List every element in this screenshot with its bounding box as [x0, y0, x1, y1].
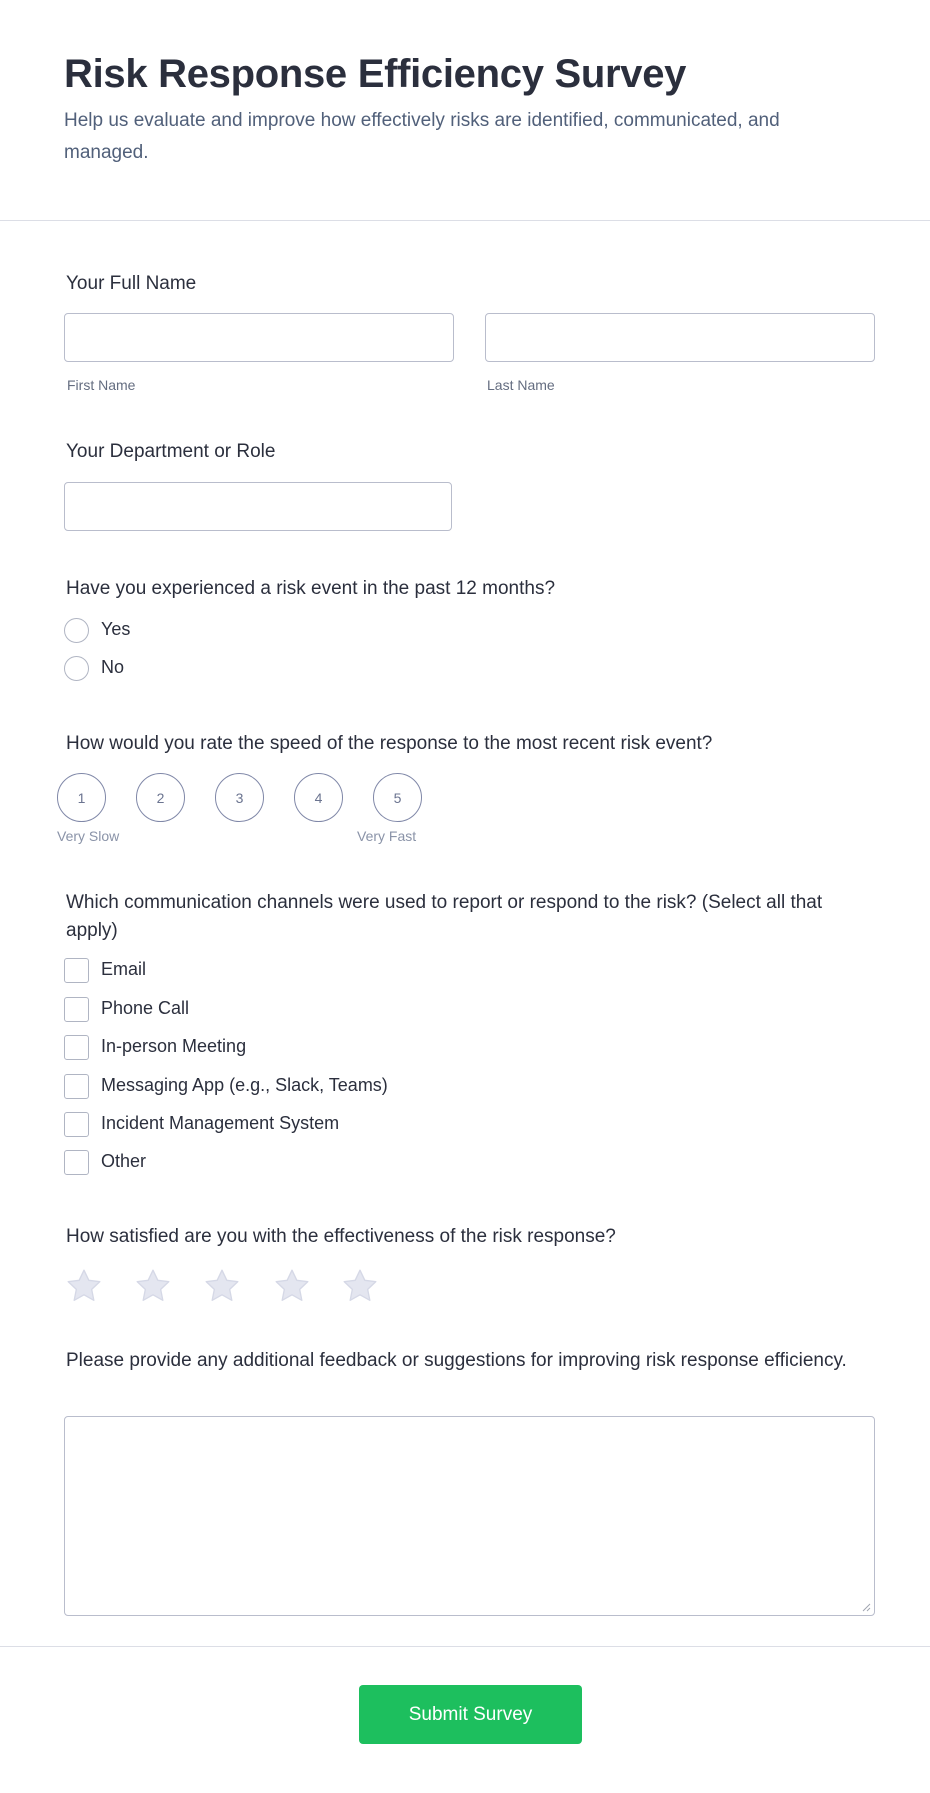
full-name-label: Your Full Name — [66, 273, 197, 294]
checkbox-messaging-app[interactable] — [64, 1074, 89, 1099]
radio-yes[interactable] — [64, 618, 89, 643]
radio-no-label[interactable]: No — [101, 657, 125, 677]
satisfaction-question: How satisfied are you with the effectiveness of the risk response? — [66, 1226, 616, 1247]
rating-option-1[interactable]: 1 — [57, 773, 106, 822]
star-rating-3-icon[interactable] — [202, 1266, 242, 1306]
resize-grip-icon[interactable] — [861, 1602, 871, 1612]
scale-min-label: Very Slow — [57, 828, 120, 844]
checkbox-email-label[interactable]: Email — [101, 959, 147, 979]
star-rating-4-icon[interactable] — [272, 1266, 312, 1306]
checkbox-phone-call[interactable] — [64, 997, 89, 1022]
star-rating-2-icon[interactable] — [133, 1266, 173, 1306]
star-rating-5-icon[interactable] — [340, 1266, 380, 1306]
checkbox-incident-management[interactable] — [64, 1112, 89, 1137]
page-subtitle: Help us evaluate and improve how effectively risks are identified, communicated, and managed. — [64, 110, 780, 163]
checkbox-other[interactable] — [64, 1150, 89, 1175]
feedback-question: Please provide any additional feedback or suggestions for improving risk response efficiency. — [66, 1350, 847, 1371]
risk-event-question: Have you experienced a risk event in the past 12 months? — [66, 578, 556, 599]
radio-yes-label[interactable]: Yes — [101, 619, 131, 639]
star-rating-1-icon[interactable] — [64, 1266, 104, 1306]
checkbox-email[interactable] — [64, 958, 89, 983]
checkbox-other-label[interactable]: Other — [101, 1151, 147, 1171]
radio-no[interactable] — [64, 656, 89, 681]
checkbox-incident-management-label[interactable]: Incident Management System — [101, 1113, 340, 1133]
checkbox-in-person-meeting[interactable] — [64, 1035, 89, 1060]
rating-option-5[interactable]: 5 — [373, 773, 422, 822]
scale-max-label: Very Fast — [357, 828, 417, 844]
channels-question: Which communication channels were used to report or respond to the risk? (Select all that apply) — [66, 892, 823, 941]
speed-question: How would you rate the speed of the response to the most recent risk event? — [66, 733, 713, 754]
checkbox-phone-call-label[interactable]: Phone Call — [101, 998, 190, 1018]
rating-option-4[interactable]: 4 — [294, 773, 343, 822]
checkbox-messaging-app-label[interactable]: Messaging App (e.g., Slack, Teams) — [101, 1075, 388, 1095]
footer-divider — [0, 1646, 930, 1647]
header-divider — [0, 220, 930, 221]
rating-option-3[interactable]: 3 — [215, 773, 264, 822]
feedback-textarea[interactable] — [64, 1416, 875, 1616]
submit-survey-button[interactable]: Submit Survey — [359, 1685, 582, 1744]
checkbox-in-person-meeting-label[interactable]: In-person Meeting — [101, 1036, 247, 1056]
last-name-sublabel: Last Name — [487, 377, 555, 393]
first-name-sublabel: First Name — [67, 377, 136, 393]
last-name-input[interactable] — [485, 313, 875, 362]
rating-option-2[interactable]: 2 — [136, 773, 185, 822]
first-name-input[interactable] — [64, 313, 454, 362]
department-label: Your Department or Role — [66, 441, 276, 462]
page-title: Risk Response Efficiency Survey — [64, 52, 687, 96]
department-input[interactable] — [64, 482, 452, 531]
